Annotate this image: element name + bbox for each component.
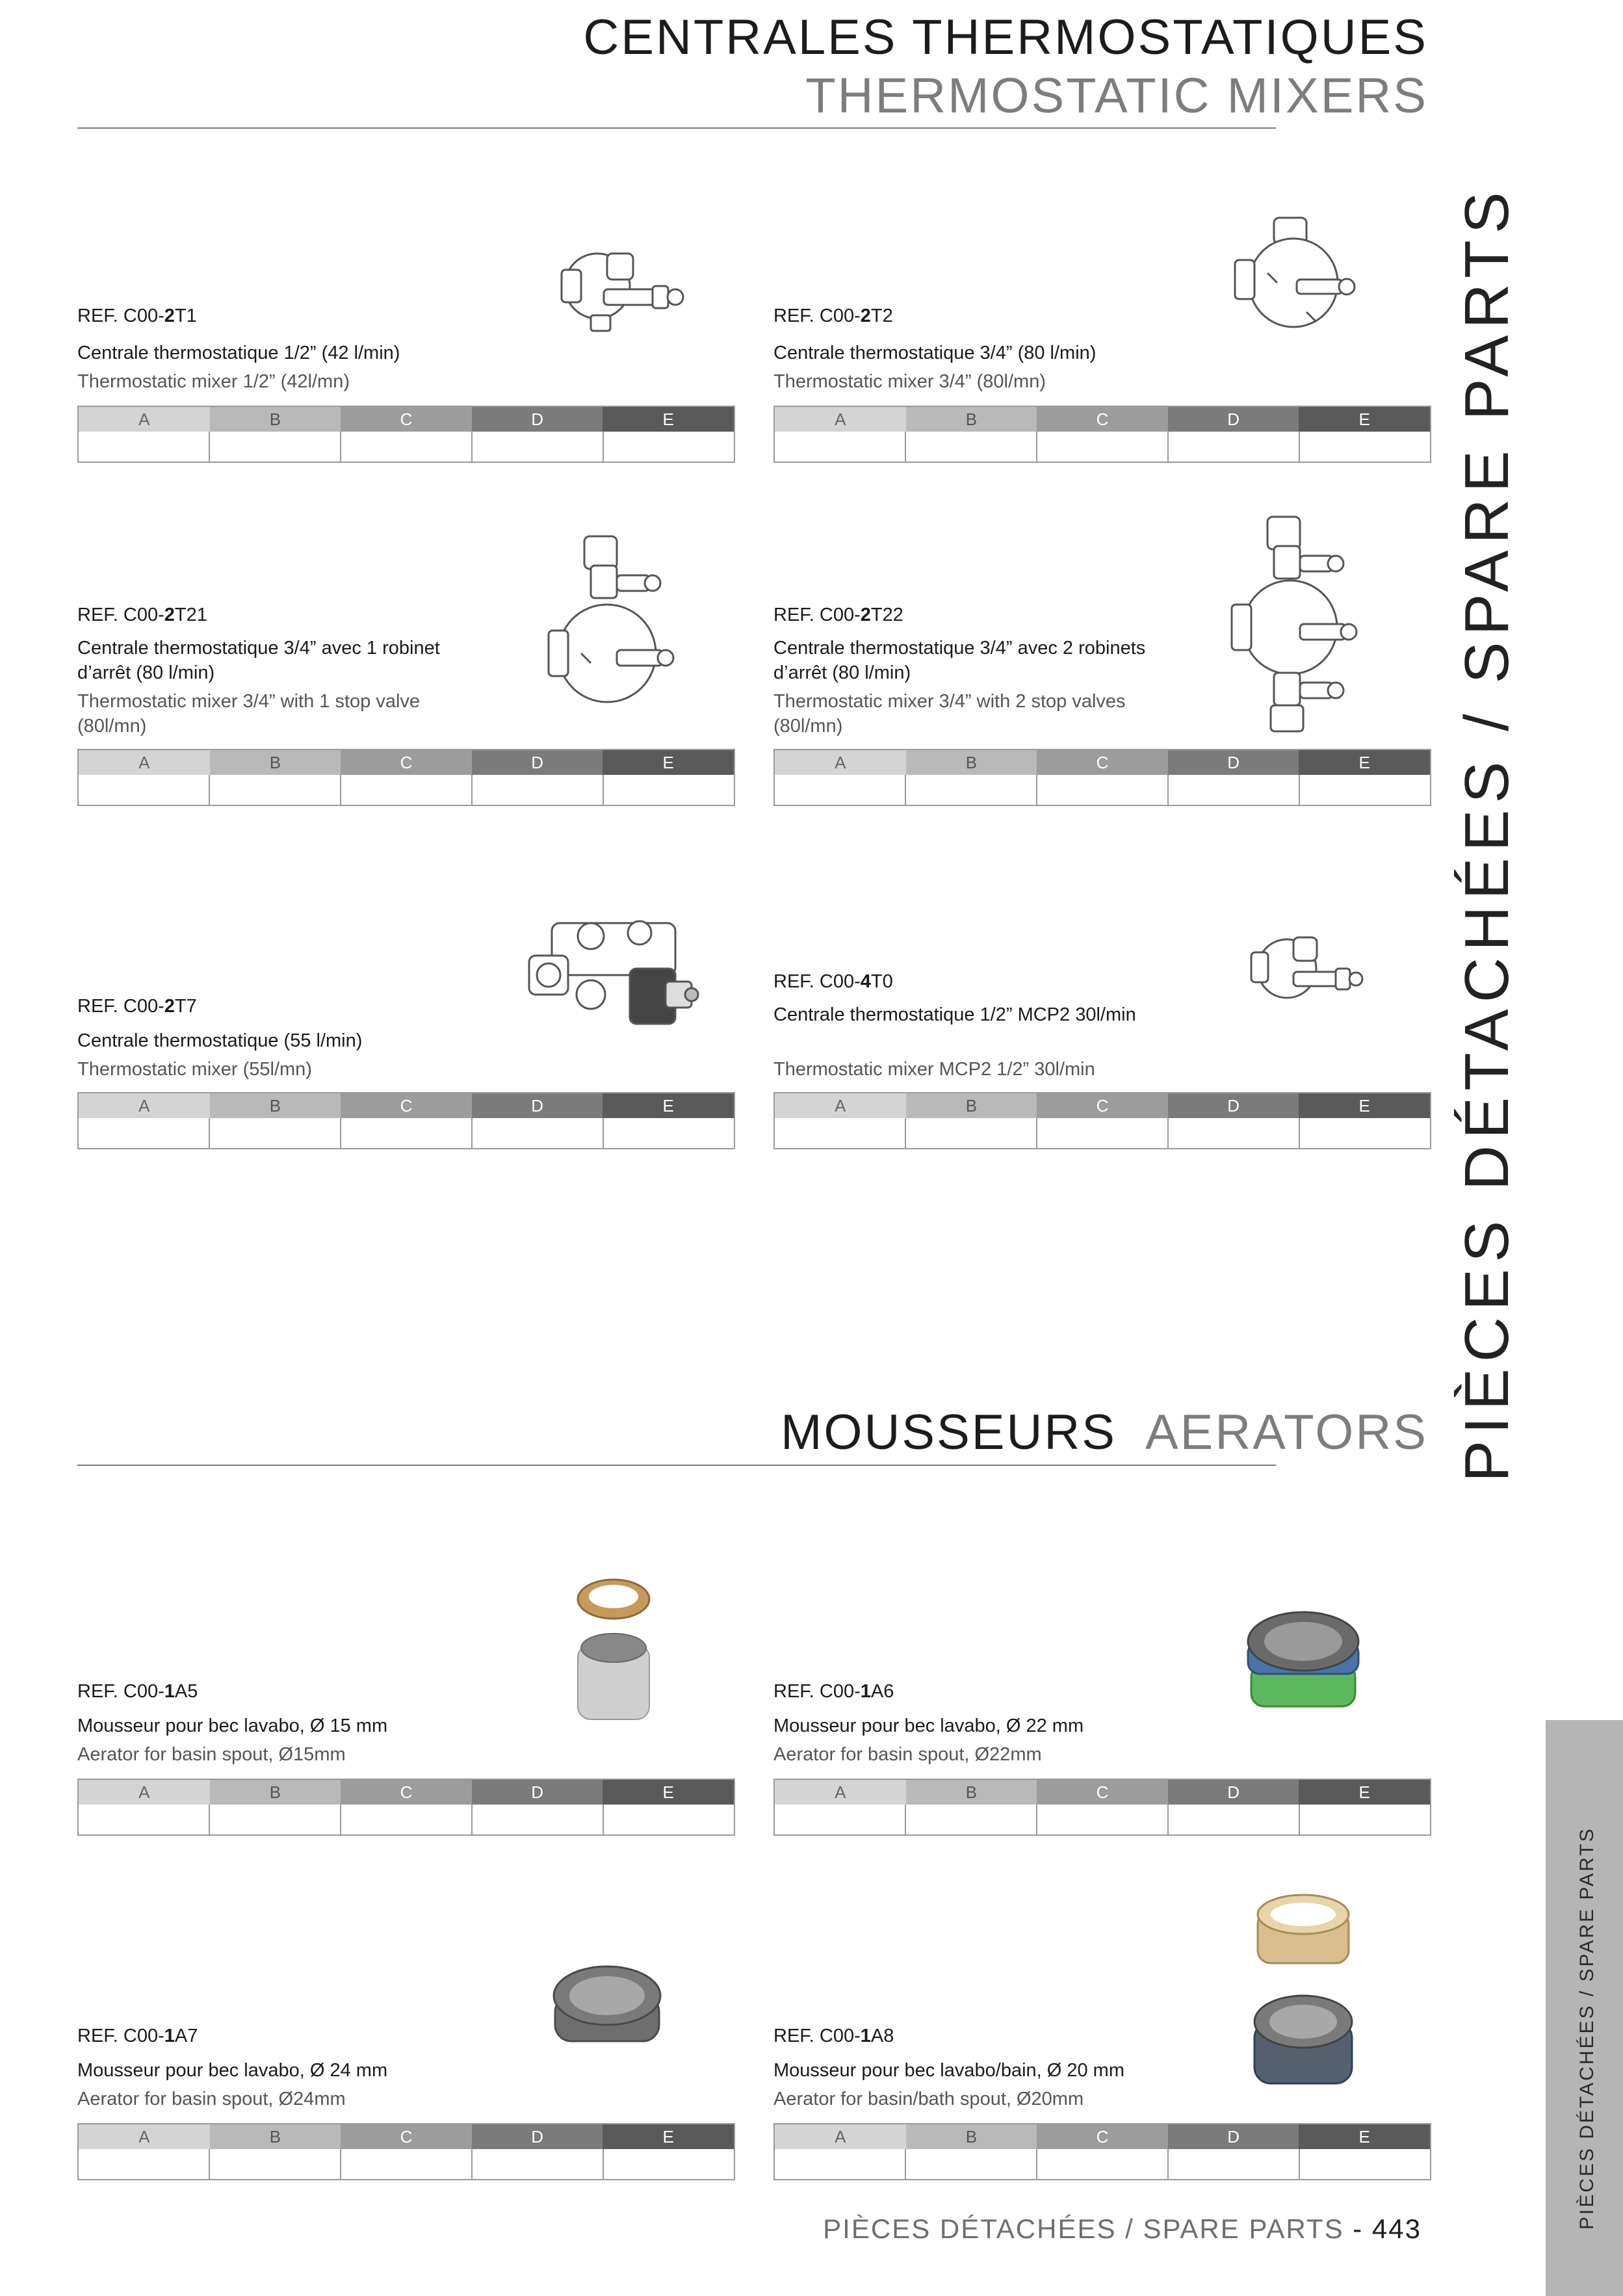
column-e: E <box>1299 750 1430 775</box>
column-d: D <box>1168 1780 1299 1805</box>
column-e: E <box>603 1093 734 1118</box>
header-rule <box>77 127 1276 129</box>
column-e: E <box>603 750 734 775</box>
aerator-chrome-with-ring-icon <box>565 1573 662 1729</box>
product-ref: REF. C00-2T22 <box>773 605 903 625</box>
column-c: C <box>341 1093 472 1118</box>
column-d: D <box>472 1093 603 1118</box>
column-c: C <box>1037 750 1168 775</box>
aerator-grey-icon <box>545 1957 669 2054</box>
column-b: B <box>210 750 341 775</box>
product-description-fr: Centrale thermostatique 1/2” (42 l/min) <box>77 343 400 363</box>
column-d: D <box>1168 750 1299 775</box>
thermostatic-mixer-small-icon <box>545 234 688 338</box>
thermostatic-mixer-round-icon <box>1228 215 1358 345</box>
product-description-fr: Centrale thermostatique 1/2” MCP2 30l/min <box>773 1004 1136 1025</box>
section-title-en: AERATORS <box>1145 1405 1428 1460</box>
product-description-fr: Centrale thermostatique 3/4” avec 1 robinet d’arrêt (80 l/min) <box>77 638 440 683</box>
size-table <box>77 1092 735 1149</box>
product-description-en: Aerator for basin spout, Ø15mm <box>77 1744 346 1765</box>
column-b: B <box>906 2124 1037 2149</box>
column-a: A <box>775 407 906 432</box>
thermostatic-mixer-body-icon <box>526 910 701 1034</box>
side-vertical-title: PIÈCES DÉTACHÉES / SPARE PARTS <box>1452 185 1522 1482</box>
column-e: E <box>603 2124 734 2149</box>
column-a: A <box>79 1093 210 1118</box>
column-d: D <box>472 750 603 775</box>
column-d: D <box>1168 407 1299 432</box>
size-table <box>77 749 735 806</box>
column-a: A <box>79 407 210 432</box>
column-e: E <box>603 407 734 432</box>
column-b: B <box>210 407 341 432</box>
product-ref: REF. C00-1A5 <box>77 1681 198 1702</box>
column-b: B <box>906 750 1037 775</box>
aerators-section-title <box>781 1404 1428 1461</box>
column-b: B <box>906 1093 1037 1118</box>
aerators-rule <box>77 1465 1276 1466</box>
column-a: A <box>79 2124 210 2149</box>
column-a: A <box>775 2124 906 2149</box>
product-ref: REF. C00-1A7 <box>77 2026 198 2046</box>
column-c: C <box>1037 407 1168 432</box>
column-d: D <box>472 2124 603 2149</box>
column-b: B <box>906 407 1037 432</box>
product-description-fr: Mousseur pour bec lavabo, Ø 22 mm <box>773 1715 1084 1736</box>
column-d: D <box>472 407 603 432</box>
product-description-fr: Mousseur pour bec lavabo, Ø 24 mm <box>77 2060 388 2081</box>
product-description-fr: Mousseur pour bec lavabo, Ø 15 mm <box>77 1715 388 1736</box>
column-b: B <box>210 1780 341 1805</box>
column-c: C <box>341 407 472 432</box>
column-c: C <box>1037 2124 1168 2149</box>
column-e: E <box>1299 407 1430 432</box>
aerator-with-gold-ring-icon <box>1248 1892 1358 2100</box>
size-table <box>77 1779 735 1836</box>
product-ref: REF. C00-2T21 <box>77 605 207 625</box>
column-a: A <box>775 1093 906 1118</box>
column-d: D <box>1168 2124 1299 2149</box>
product-description-en: Aerator for basin spout, Ø24mm <box>77 2089 346 2109</box>
column-c: C <box>341 750 472 775</box>
page-footer <box>823 2213 1422 2245</box>
column-c: C <box>341 1780 472 1805</box>
product-description-en: Thermostatic mixer 1/2” (42l/mn) <box>77 371 350 392</box>
product-ref: REF. C00-2T2 <box>773 306 893 326</box>
column-a: A <box>79 1780 210 1805</box>
product-description-en: Aerator for basin/bath spout, Ø20mm <box>773 2089 1084 2109</box>
column-d: D <box>1168 1093 1299 1118</box>
column-e: E <box>1299 1780 1430 1805</box>
section-title-fr: CENTRALES THERMOSTATIQUES <box>583 10 1428 65</box>
product-description-fr: Mousseur pour bec lavabo/bain, Ø 20 mm <box>773 2060 1124 2081</box>
section-title-en: THERMOSTATIC MIXERS <box>805 68 1428 124</box>
product-description-en: Thermostatic mixer (55l/mn) <box>77 1059 312 1080</box>
thermostatic-mixer-one-valve-icon <box>545 533 675 728</box>
column-b: B <box>210 1093 341 1118</box>
product-ref: REF. C00-2T7 <box>77 996 197 1017</box>
product-description-fr: Centrale thermostatique 3/4” avec 2 robinets d’arrêt (80 l/min) <box>773 638 1146 683</box>
size-table <box>773 1779 1431 1836</box>
footer-label: PIÈCES DÉTACHÉES / SPARE PARTS <box>823 2213 1344 2244</box>
side-tab-label: PIÈCES DÉTACHÉES / SPARE PARTS <box>1576 1827 1598 2230</box>
product-ref: REF. C00-2T1 <box>77 306 197 326</box>
column-a: A <box>775 1780 906 1805</box>
product-description-en: Thermostatic mixer 3/4” with 2 stop valves (80l/mn) <box>773 691 1126 737</box>
column-c: C <box>1037 1093 1168 1118</box>
page-number: 443 <box>1371 2213 1422 2244</box>
column-b: B <box>210 2124 341 2149</box>
product-description-en: Thermostatic mixer 3/4” with 1 stop valve (80l/mn) <box>77 691 421 737</box>
product-description-en: Thermostatic mixer MCP2 1/2” 30l/min <box>773 1059 1095 1080</box>
product-description-en: Thermostatic mixer 3/4” (80l/mn) <box>773 371 1046 392</box>
product-description-fr: Centrale thermostatique 3/4” (80 l/min) <box>773 343 1097 363</box>
column-e: E <box>1299 1093 1430 1118</box>
section-title-fr: MOUSSEURS <box>781 1405 1117 1460</box>
product-description-fr: Centrale thermostatique (55 l/min) <box>77 1030 363 1051</box>
column-d: D <box>472 1780 603 1805</box>
column-a: A <box>775 750 906 775</box>
size-table <box>773 1092 1431 1149</box>
column-e: E <box>1299 2124 1430 2149</box>
aerator-green-blue-icon <box>1241 1606 1365 1716</box>
thermostatic-mixer-two-valves-icon <box>1228 514 1358 735</box>
size-table <box>77 2123 735 2180</box>
column-c: C <box>341 2124 472 2149</box>
column-e: E <box>603 1780 734 1805</box>
footer-separator: - <box>1344 2213 1372 2244</box>
size-table <box>77 406 735 463</box>
column-b: B <box>906 1780 1037 1805</box>
product-ref: REF. C00-4T0 <box>773 971 893 992</box>
product-ref: REF. C00-1A8 <box>773 2026 894 2046</box>
column-a: A <box>79 750 210 775</box>
product-description-en: Aerator for basin spout, Ø22mm <box>773 1744 1042 1765</box>
column-c: C <box>1037 1780 1168 1805</box>
size-table <box>773 2123 1431 2180</box>
thermostatic-mixer-mcp2-icon <box>1241 923 1365 1014</box>
size-table <box>773 749 1431 806</box>
product-ref: REF. C00-1A6 <box>773 1681 894 1702</box>
size-table <box>773 406 1431 463</box>
